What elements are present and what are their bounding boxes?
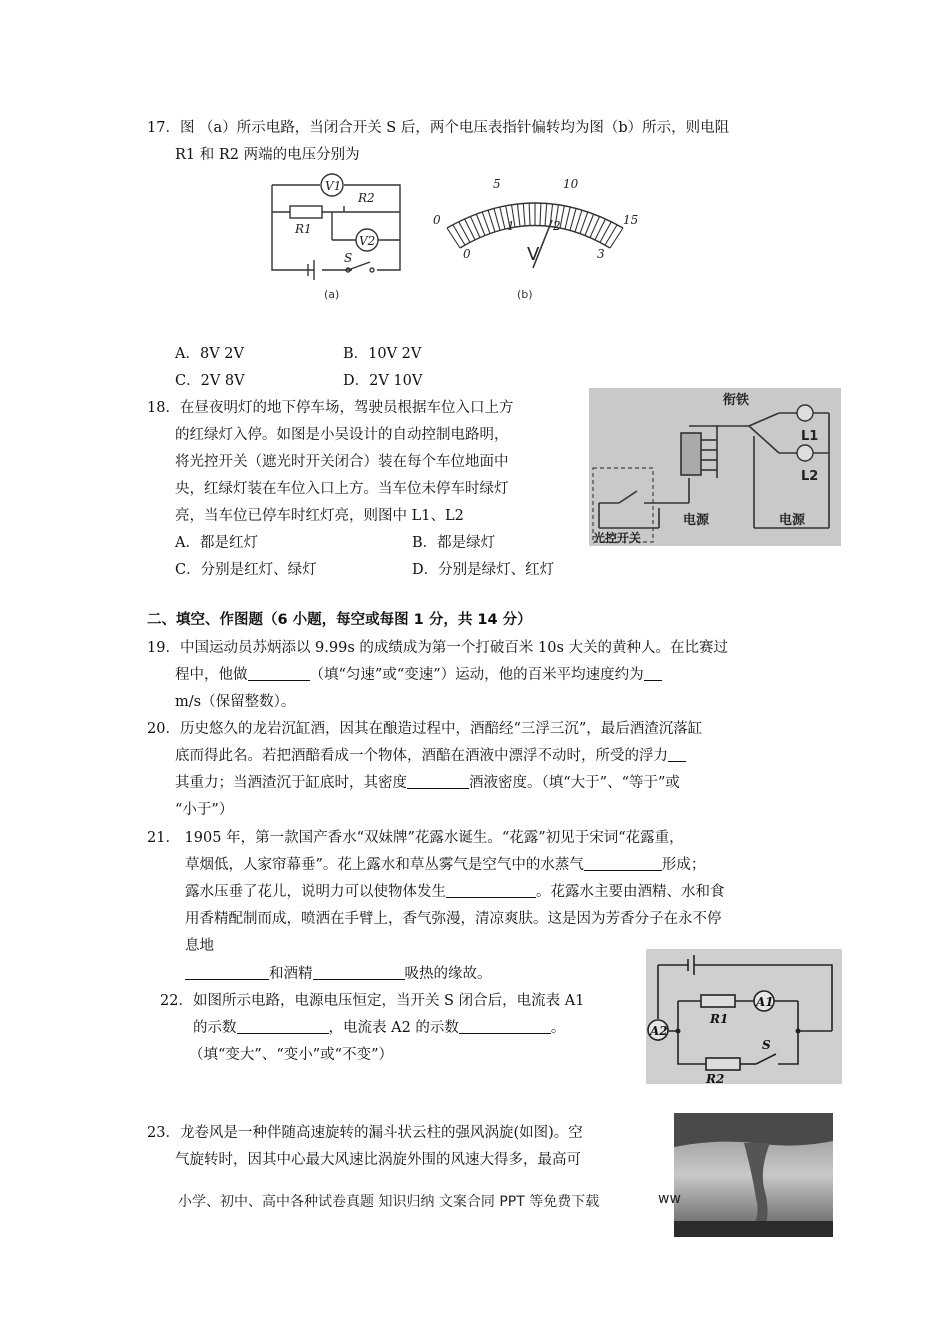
q17-line1: 17．图 （a）所示电路，当闭合开关 S 后，两个电压表指针偏转均为图（b）所示，则电阻 [147,120,730,136]
section-2-title: 二、填空、作图题（6 小题，每空或每图 1 分，共 14 分） [147,612,532,628]
r1-fig-label: R1 [710,1012,729,1026]
q19-line2 [175,665,662,685]
q21-line6-part2: 吸热的缘故。 [404,966,492,982]
power2-label: 电源 [779,513,806,528]
q19-line1: 19．中国运动员苏炳添以 9.99s 的成绩成为第一个打破百米 10s 大关的黄种人。在比赛过 [147,640,729,656]
switch-label: S [344,251,353,265]
l2-label: L2 [801,469,819,484]
q20-blank-1[interactable] [668,747,686,762]
photo-switch-label: 光控开关 [593,531,642,545]
q22-figure [646,949,842,1084]
q21-line3 [185,882,725,902]
q23-line1: 23．龙卷风是一种伴随高速旋转的漏斗状云柱的强风涡旋(如图)。空 [147,1125,583,1141]
armature-label: 衔铁 [723,393,750,408]
q21-blank-1[interactable] [584,856,662,871]
q20-line3-part1: 其重力；当酒渣沉于缸底时，其密度 [175,775,407,791]
bottom-tick-1: 1 [507,219,515,233]
q20-line3-part2: 酒液密度。（填“大于”、“等于”或 [469,775,680,791]
bottom-tick-0: 0 [463,247,471,261]
top-tick-15: 15 [623,213,639,227]
power1-label: 电源 [683,513,710,528]
q17-option-b: B．10V 2V [343,346,422,362]
q18-option-b: B．都是绿灯 [412,535,496,551]
top-tick-10: 10 [563,177,579,191]
top-tick-0: 0 [433,213,441,227]
bottom-tick-2: 2 [553,219,561,233]
a2-label: A2 [650,1024,668,1038]
l1-label: L1 [801,429,819,444]
s-fig-label: S [762,1038,771,1052]
dial-tick [529,203,530,225]
q18-option-c: C．分别是红灯、绿灯 [175,562,317,578]
dial-tick [494,208,500,230]
q22-line2-part3: 。 [550,1020,566,1036]
q21-blank-2[interactable] [446,883,536,898]
bottom-tick-3: 3 [597,247,605,261]
q21-line4: 用香精配制而成，喷洒在手臂上，香气弥漫，清凉爽肤。这是因为芳香分子在永不停 [185,911,722,927]
q20-line2 [175,746,686,766]
q17-figure-b [425,168,645,308]
q18-line2: 的红绿灯入停。如图是小吴设计的自动控制电路明， [175,427,509,443]
q22-line2-part1: 的示数 [193,1020,237,1036]
q20-line1: 20．历史悠久的龙岩沉缸酒，因其在酿造过程中，酒醅经“三浮三沉”，最后酒渣沉落缸 [147,721,703,737]
q21-line2-part1: 草烟低，人家帘幕垂”。花上露水和草丛雾气是空气中的水蒸气 [185,857,584,873]
q21-line6-part1: 和酒精 [269,966,313,982]
r2-fig-label: R2 [706,1072,725,1084]
q17-line2: R1 和 R2 两端的电压分别为 [175,147,360,163]
dial-tick [500,207,505,229]
q19-line2-part1: 程中，他做 [175,667,248,683]
q18-option-d: D．分别是绿灯、红灯 [412,562,555,578]
q18-line1: 18．在昼夜明灯的地下停车场，驾驶员根据车位入口上方 [147,400,514,416]
q21-line5: 息地 [185,938,214,954]
q18-line3: 将光控开关（遮光时开关闭合）装在每个车位地面中 [175,454,509,470]
q20-line2-text: 底而得此名。若把酒醅看成一个物体，酒醅在酒液中漂浮不动时，所受的浮力 [175,748,668,764]
v1-label: V1 [325,179,342,193]
q20-line3 [175,773,680,793]
q22-line2 [193,1018,565,1038]
top-tick-5: 5 [493,177,501,191]
q19-line3: m/s（保留整数）。 [175,694,296,710]
r1-label: R1 [295,222,312,236]
dial-tick [575,210,582,232]
dial-tick [565,207,570,229]
q21-line2-part2: 形成； [661,857,706,873]
q22-blank-2[interactable] [459,1019,551,1034]
q22-line3: （填“变大”、“变小”或“不变”） [189,1047,393,1063]
q17-option-a: A．8V 2V [175,346,244,362]
caption-a: (a) [324,288,340,301]
q18-figure [589,388,841,546]
q21-line3-part2: 。花露水主要由酒精、水和食 [536,884,725,900]
v2-label: V2 [359,234,376,248]
footer-text: 小学、初中、高中各种试卷真题 知识归纳 文案合同 PPT 等免费下载 [178,1194,600,1210]
q22-blank-1[interactable] [237,1019,329,1034]
q17-option-d: D．2V 10V [343,373,423,389]
q20-blank-2[interactable] [407,774,469,789]
tornado-photo [674,1113,833,1237]
q22-line1: 22．如图所示电路，电源电压恒定，当开关 S 闭合后，电流表 A1 [160,993,585,1009]
dial-tick [447,228,460,248]
unit-label: V [527,244,540,265]
dial-tick [517,204,520,226]
q21-blank-4[interactable] [313,965,405,980]
dial-tick [610,228,623,248]
dial-tick [488,210,495,232]
dial-tick [600,222,611,243]
q21-blank-3[interactable] [185,965,269,980]
dial-tick [459,222,470,243]
r2-label: R2 [358,191,375,205]
q21-line2 [185,855,705,875]
dial-tick [453,225,465,245]
q22-line2-part2: ，电流表 A2 的示数 [328,1020,459,1036]
q20-line4: “小于”） [175,802,234,818]
q17-figure-a [262,170,412,310]
q19-blank-2[interactable] [644,666,662,681]
footer-url: ww [658,1191,681,1207]
q18-line5: 亮，当车位已停车时红灯亮，则图中 L1、L2 [175,508,464,524]
q19-blank-1[interactable] [248,666,310,681]
q17-option-c: C．2V 8V [175,373,245,389]
dial-tick [545,203,547,225]
dial-tick [570,208,576,230]
q21-line6 [185,964,492,984]
q19-line2-part2: （填“匀速”或“变速”）运动，他的百米平均速度约为 [309,667,644,683]
q23-line2: 气旋转时，因其中心最大风速比涡旋外围的风速大得多，最高可 [175,1152,581,1168]
q18-option-a: A．都是红灯 [175,535,258,551]
a1-label: A1 [756,995,774,1009]
dial-tick [560,206,564,228]
q18-line4: 央，红绿灯装在车位入口上方。当车位未停车时绿灯 [175,481,509,497]
dial-tick [540,203,541,225]
caption-b: (b) [517,288,533,301]
q21-line3-part1: 露水压垂了花儿，说明力可以使物体发生 [185,884,446,900]
q21-line1: 21． 1905 年，第一款国产香水“双妹牌”花露水诞生。“花露”初见于宋词“花露重， [147,830,684,846]
dial-tick [605,225,617,245]
dial-tick [523,203,525,225]
